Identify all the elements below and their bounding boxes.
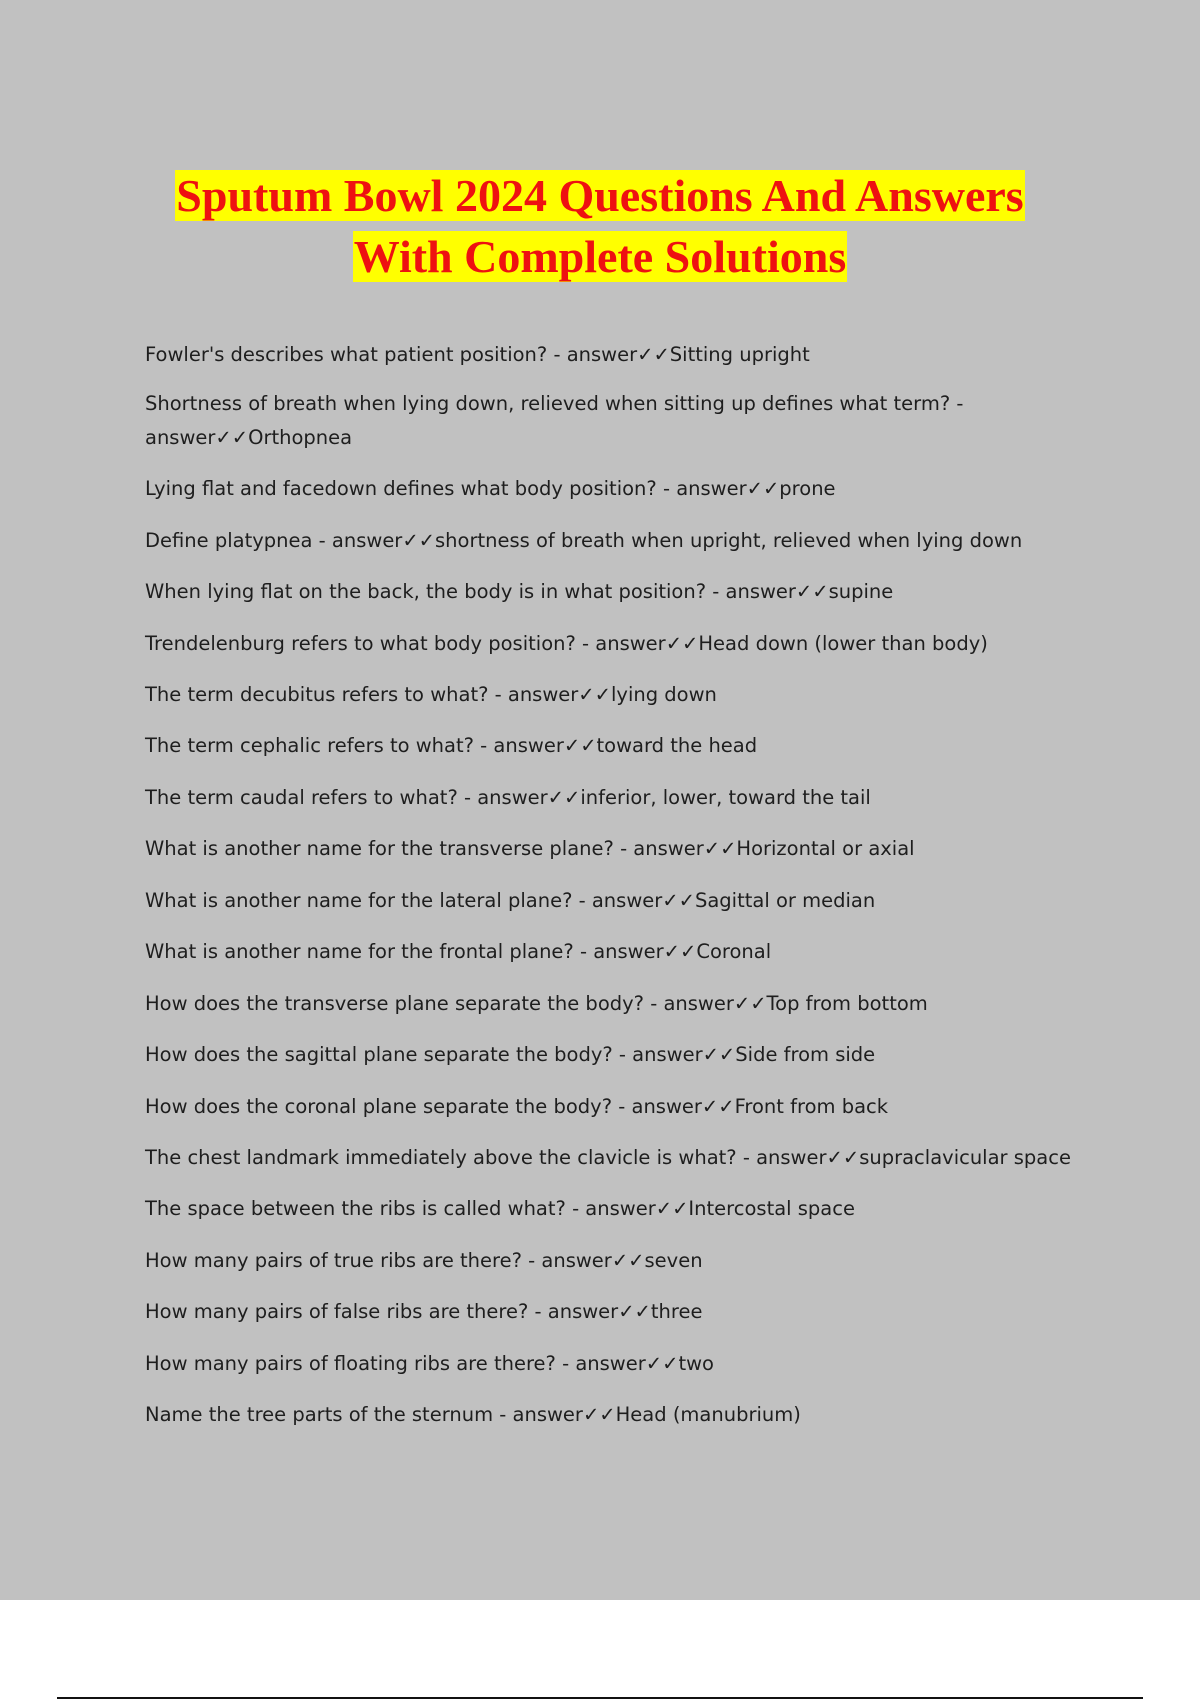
- qa-item: The term decubitus refers to what? - answer✓✓lying down: [145, 683, 717, 706]
- qa-item: What is another name for the frontal plane? - answer✓✓Coronal: [145, 940, 772, 963]
- qa-item: When lying flat on the back, the body is in what position? - answer✓✓supine: [145, 580, 894, 603]
- document-title: [0, 165, 1200, 287]
- qa-item: Trendelenburg refers to what body position? - answer✓✓Head down (lower than body): [145, 632, 988, 655]
- qa-item: The term cephalic refers to what? - answer✓✓toward the head: [145, 734, 758, 757]
- qa-item: How many pairs of true ribs are there? - answer✓✓seven: [145, 1249, 703, 1272]
- qa-item: The space between the ribs is called what? - answer✓✓Intercostal space: [145, 1197, 855, 1220]
- qa-item: Lying flat and facedown defines what body position? - answer✓✓prone: [145, 477, 836, 500]
- qa-item: Shortness of breath when lying down, relieved when sitting up defines what term? - answer✓✓Orthopnea: [145, 392, 964, 449]
- qa-item: The chest landmark immediately above the clavicle is what? - answer✓✓supraclavicular space: [145, 1146, 1071, 1169]
- qa-item: Define platypnea - answer✓✓shortness of breath when upright, relieved when lying down: [145, 529, 1023, 552]
- title-line-2: With Complete Solutions: [353, 231, 847, 282]
- qa-item: How many pairs of false ribs are there? - answer✓✓three: [145, 1300, 703, 1323]
- qa-item: What is another name for the lateral plane? - answer✓✓Sagittal or median: [145, 889, 876, 912]
- qa-item: Name the tree parts of the sternum - answer✓✓Head (manubrium): [145, 1403, 801, 1426]
- qa-item: How does the coronal plane separate the body? - answer✓✓Front from back: [145, 1095, 889, 1118]
- qa-item: Fowler's describes what patient position? - answer✓✓Sitting upright: [145, 343, 810, 366]
- qa-item: The term caudal refers to what? - answer✓✓inferior, lower, toward the tail: [145, 786, 871, 809]
- qa-item: How does the transverse plane separate the body? - answer✓✓Top from bottom: [145, 992, 928, 1015]
- qa-item: How many pairs of floating ribs are there? - answer✓✓two: [145, 1352, 714, 1375]
- qa-item: How does the sagittal plane separate the body? - answer✓✓Side from side: [145, 1043, 876, 1066]
- title-line-1: Sputum Bowl 2024 Questions And Answers: [176, 170, 1024, 221]
- footer-divider: [57, 1697, 1143, 1699]
- qa-item: What is another name for the transverse plane? - answer✓✓Horizontal or axial: [145, 837, 915, 860]
